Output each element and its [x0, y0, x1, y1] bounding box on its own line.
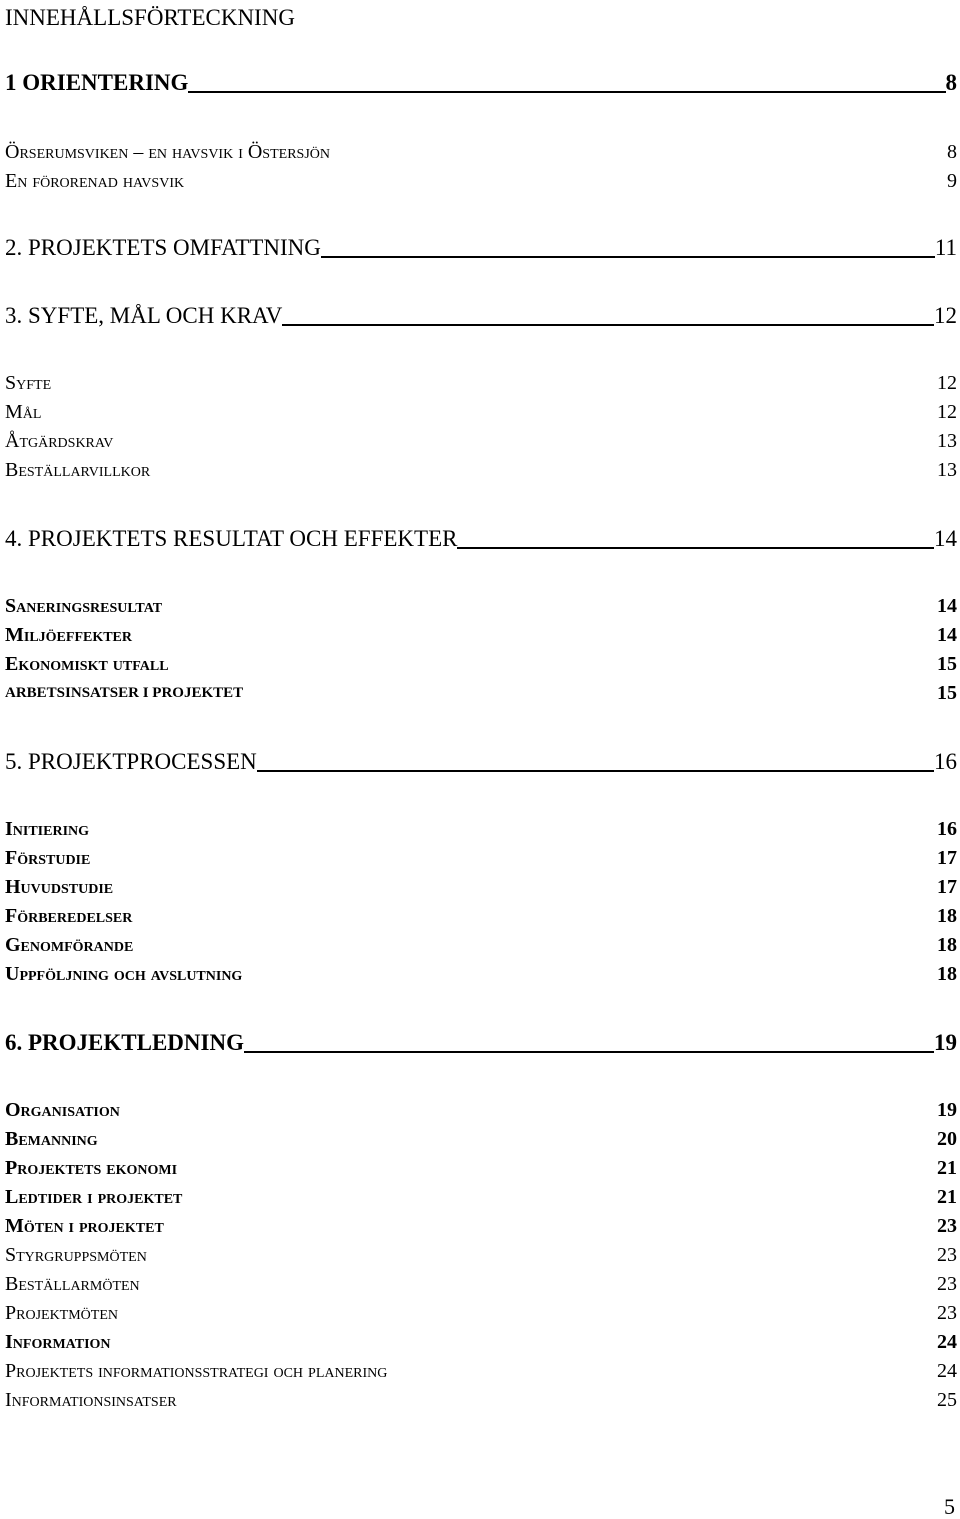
toc-page: 25 — [937, 1389, 957, 1411]
toc-page: 15 — [937, 682, 957, 704]
toc-subsection-bestallarmoten[interactable] — [5, 1272, 957, 1296]
toc-subsection-projektmoten[interactable] — [5, 1301, 957, 1325]
toc-page: 23 — [937, 1244, 957, 1266]
toc-title: 3. SYFTE, MÅL OCH KRAV — [5, 303, 283, 328]
toc-chapter-projektets-omfattning[interactable] — [5, 235, 957, 261]
toc-section-fororenad-havsvik[interactable] — [5, 169, 957, 193]
toc-title: 2. PROJEKTETS OMFATTNING — [5, 235, 321, 260]
toc-section-ekonomiskt-utfall[interactable] — [5, 652, 957, 676]
toc-section-arbetsinsatser[interactable] — [5, 681, 957, 705]
toc-title: Förstudie — [5, 847, 91, 869]
toc-page: 14 — [934, 526, 957, 551]
toc-title: Organisation — [5, 1099, 120, 1121]
toc-chapter-orientering[interactable] — [5, 70, 957, 96]
toc-title: Informationsinsatser — [5, 1389, 177, 1411]
toc-page: 12 — [937, 401, 957, 423]
toc-page: 17 — [937, 847, 957, 869]
toc-page: 14 — [937, 624, 957, 646]
toc-heading: INNEHÅLLSFÖRTECKNING — [5, 5, 295, 30]
toc-page: 19 — [937, 1099, 957, 1121]
toc-page: 12 — [934, 303, 957, 328]
toc-section-forstudie[interactable] — [5, 846, 957, 870]
toc-page: 23 — [937, 1302, 957, 1324]
page-number: 5 — [944, 1494, 955, 1519]
toc-page: 24 — [937, 1331, 957, 1353]
toc-page: 13 — [937, 430, 957, 452]
toc-section-syfte[interactable] — [5, 371, 957, 395]
toc-title: 1 ORIENTERING — [5, 70, 189, 95]
toc-section-orserumsviken[interactable] — [5, 140, 957, 164]
toc-chapter-projektledning[interactable] — [5, 1030, 957, 1056]
toc-title: Ekonomiskt utfall — [5, 653, 169, 675]
toc-section-projektets-ekonomi[interactable] — [5, 1156, 957, 1180]
toc-title: Förberedelser — [5, 905, 133, 927]
toc-section-initiering[interactable] — [5, 817, 957, 841]
toc-rule — [282, 324, 934, 326]
toc-rule — [321, 256, 935, 258]
toc-section-huvudstudie[interactable] — [5, 875, 957, 899]
toc-title: Projektmöten — [5, 1302, 119, 1324]
toc-page: 23 — [937, 1273, 957, 1295]
toc-section-organisation[interactable] — [5, 1098, 957, 1122]
toc-title: Genomförande — [5, 934, 134, 956]
toc-page: 21 — [937, 1186, 957, 1208]
toc-section-information[interactable] — [5, 1330, 957, 1354]
toc-title: Ledtider i projektet — [5, 1186, 183, 1208]
toc-page: 16 — [934, 749, 957, 774]
toc-title: Information — [5, 1331, 111, 1353]
toc-title: Uppföljning och avslutning — [5, 963, 243, 985]
toc-page: 23 — [937, 1215, 957, 1237]
toc-title: Syfte — [5, 372, 52, 394]
toc-page: 12 — [937, 372, 957, 394]
toc-title: Projektets ekonomi — [5, 1157, 178, 1179]
toc-section-bestallarvillkor[interactable] — [5, 458, 957, 482]
toc-title: Åtgärdskrav — [5, 430, 114, 452]
toc-title: 6. PROJEKTLEDNING — [5, 1030, 244, 1055]
toc-section-ledtider[interactable] — [5, 1185, 957, 1209]
toc-page: 21 — [937, 1157, 957, 1179]
toc-title: Beställarmöten — [5, 1273, 140, 1295]
toc-title: 4. PROJEKTETS RESULTAT OCH EFFEKTER — [5, 526, 458, 551]
toc-page: 11 — [934, 235, 957, 260]
toc-page: 18 — [937, 963, 957, 985]
toc-page: 18 — [937, 905, 957, 927]
toc-title: Styrgruppsmöten — [5, 1244, 147, 1266]
toc-section-moten[interactable] — [5, 1214, 957, 1238]
toc-section-uppfoljning[interactable] — [5, 962, 957, 986]
toc-rule — [188, 91, 945, 93]
toc-page: 17 — [937, 876, 957, 898]
toc-subsection-styrgruppsmoten[interactable] — [5, 1243, 957, 1267]
toc-page: 8 — [947, 141, 957, 163]
toc-section-mal[interactable] — [5, 400, 957, 424]
toc-title: Mål — [5, 401, 42, 423]
toc-title: Örserumsviken – en havsvik i Östersjön — [5, 141, 330, 163]
toc-title: Bemanning — [5, 1128, 98, 1150]
toc-page: 18 — [937, 934, 957, 956]
toc-chapter-projektprocessen[interactable] — [5, 749, 957, 775]
toc-page: 9 — [947, 170, 957, 192]
toc-chapter-resultat-effekter[interactable] — [5, 526, 957, 552]
toc-rule — [244, 1051, 934, 1053]
toc-title: ARBETSINSATSER I PROJEKTET — [5, 685, 244, 701]
toc-chapter-syfte-mal-krav[interactable] — [5, 303, 957, 329]
toc-title: En förorenad havsvik — [5, 170, 185, 192]
toc-section-genomforande[interactable] — [5, 933, 957, 957]
toc-rule — [257, 770, 934, 772]
toc-page: 14 — [937, 595, 957, 617]
toc-page: 24 — [937, 1360, 957, 1382]
toc-subsection-informationsstrategi[interactable] — [5, 1359, 957, 1383]
toc-section-miljoeffekter[interactable] — [5, 623, 957, 647]
toc-page: 19 — [934, 1030, 957, 1055]
toc-title: Huvudstudie — [5, 876, 114, 898]
toc-title: Projektets informationsstrategi och planering — [5, 1360, 388, 1382]
toc-subsection-informationsinsatser[interactable] — [5, 1388, 957, 1412]
toc-page: 20 — [937, 1128, 957, 1150]
toc-page: 13 — [937, 459, 957, 481]
toc-title: Miljöeffekter — [5, 624, 133, 646]
toc-page: 8 — [945, 70, 957, 95]
toc-title: 5. PROJEKTPROCESSEN — [5, 749, 257, 774]
toc-section-forberedelser[interactable] — [5, 904, 957, 928]
toc-title: Initiering — [5, 818, 90, 840]
toc-section-saneringsresultat[interactable] — [5, 594, 957, 618]
toc-title: Saneringsresultat — [5, 595, 163, 617]
toc-page: 15 — [937, 653, 957, 675]
toc-title: Beställarvillkor — [5, 459, 151, 481]
toc-rule — [457, 547, 934, 549]
toc-section-bemanning[interactable] — [5, 1127, 957, 1151]
toc-page: 16 — [937, 818, 957, 840]
toc-section-atgardskrav[interactable] — [5, 429, 957, 453]
toc-title: Möten i projektet — [5, 1215, 164, 1237]
